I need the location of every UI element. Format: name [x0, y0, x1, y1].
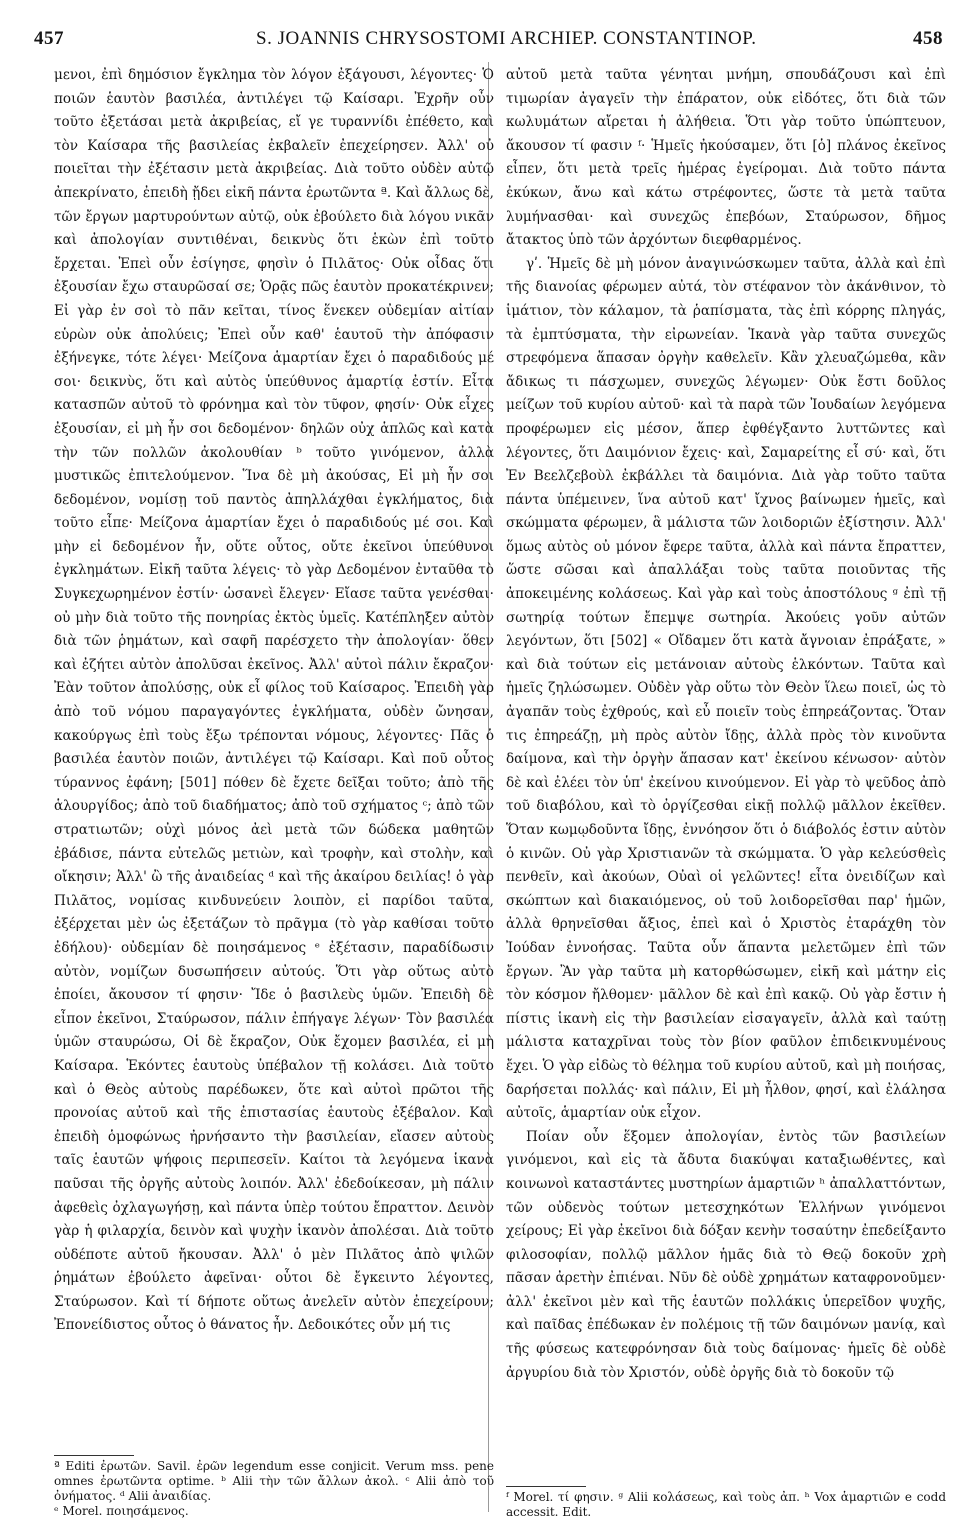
footnotes-right: [506, 1490, 946, 1520]
right-paragraph-2: γʹ. Ἡμεῖς δὲ μὴ μόνον ἀναγινώσκωμεν ταῦτα, ἀλλὰ καὶ ἐπὶ τῆς διανοίας φέρωμεν αὐτά, τὸν στέφανον τὸν ἀκάνθινον, τὸ ἱμάτιον, τὸν κάλαμον, τὰ ῥαπίσματα, τὰς ἐπὶ κόρρης πληγάς, τὰ ἐμπτύσματα, τὴν εἰρωνείαν. Ἱκανὰ γὰρ ταῦτα συνεχῶς στρεφόμενα ἅπασαν ὀργὴν καθελεῖν. Κἂν χλευαζώμεθα, κἂν ἄδικως τι πάσχωμεν, συνεχῶς λέγωμεν· Οὐκ ἔστι δοῦλος μείζων τοῦ κυρίου αὐτοῦ· καὶ τὰ παρὰ τῶν Ἰουδαίων λεγόμενα προφέρωμεν εἰς μέσον, ἅπερ ἐφθέγξαντο λυττῶντες καὶ λέγοντες, ὅτι Δαιμόνιον ἔχεις· καὶ, Σαμαρείτης εἶ σύ· καὶ, ὅτι Ἐν Βεελζεβοὺλ ἐκβάλλει τὰ δαιμόνια. Διὰ γὰρ τοῦτο ταῦτα πάντα ὑπέμεινεν, ἵνα αὐτοῦ κατ' ἴχνος βαίνωμεν ἡμεῖς, καὶ σκώμματα φέρωμεν, ἃ μάλιστα τῶν λοιδοριῶν ἐξίστησιν. Ἀλλ' ὅμως αὐτὸς οὐ μόνον ἔφερε ταῦτα, ἀλλὰ καὶ πάντα ἔπραττεν, ὥστε σῶσαι καὶ ἀπαλλάξαι τοὺς ταῦτα ποιοῦντας τῆς ἀποκειμένης κολάσεως. Καὶ γὰρ καὶ τοὺς ἀποστόλους ᵍ ἐπὶ τῇ σωτηρίᾳ τούτων ἔπεμψε σωτηρία. Ἀκούεις γοῦν αὐτῶν λεγόντων, ὅτι [502] « Οἴδαμεν ὅτι κατὰ ἄγνοιαν ἐπράξατε, » καὶ διὰ τούτων εἰς μετάνοιαν αὐτοὺς ἑλκόντων. Ταῦτα καὶ ἡμεῖς ζηλώσωμεν. Οὐδὲν γὰρ οὕτω τὸν Θεὸν ἵλεω ποιεῖ, ὡς τὸ ἀγαπᾶν τοὺς ἐχθρούς, καὶ εὖ ποιεῖν τοὺς ἐπηρεάζοντας. Ὅταν τις ἐπηρεάζῃ, μὴ πρὸς αὐτὸν ἴδῃς, ἀλλὰ πρὸς τὸν κινοῦντα δαίμονα, καὶ τὴν ὀργὴν ἅπασαν κατ' ἐκείνου κένωσον· αὐτὸν δὲ καὶ ἐλέει τὸν ὑπ' ἐκείνου κινούμενον. Εἰ γὰρ τὸ ψεῦδος ἀπὸ τοῦ διαβόλου, καὶ τὸ ὀργίζεσθαι εἰκῇ πολλῷ μᾶλλον ἐκεῖθεν. Ὅταν κωμῳδοῦντα ἴδῃς, ἐννόησον ὅτι ὁ διάβολός ἐστιν αὐτὸν ὁ κινῶν. Οὐ γὰρ Χριστιανῶν τὰ σκώμματα. Ὁ γὰρ κελεύσθεὶς πενθεῖν, καὶ ἀκούων, Οὐαὶ οἱ γελῶντες! εἶτα ὀνειδίζων καὶ σκώπτων καὶ διακαιόμενος, οὐ τοῦ λοιδορεῖσθαι παρ' ἡμῶν, ἀλλὰ θρηνεῖσθαι ἄξιος, ἐπεὶ καὶ ὁ Χριστὸς ἐταράχθη τὸν Ἰούδαν ἐννοήσας. Ταῦτα οὖν ἅπαντα μελετῶμεν ἐπὶ τῶν ἔργων. Ἂν γὰρ ταῦτα μὴ κατορθώσωμεν, εἰκῆ καὶ μάτην εἰς τὸν κόσμον ἤλθομεν· μᾶλλον δὲ καὶ ἐπὶ κακῷ. Οὐ γὰρ ἔστιν ἡ πίστις ἱκανὴ εἰς τὴν βασιλείαν εἰσαγαγεῖν, ἀλλὰ καὶ ταύτῃ μάλιστα καταχρῖναι τοὺς τὸν βίον φαῦλον ἐπιδεικνυμένους ἔχει. Ὁ γὰρ εἰδὼς τὸ θέλημα τοῦ κυρίου αὐτοῦ, καὶ μὴ ποιήσας, δαρήσεται πολλάς· καὶ πάλιν, Εἰ μὴ ἦλθον, φησί, καὶ ἐλάλησα αὐτοῖς, ἁμαρτίαν οὐκ εἶχον.: [506, 255, 946, 1122]
running-title-right: ARCHIEP. CONSTANTINOP.: [510, 28, 757, 49]
page-number-right: 458: [913, 28, 943, 49]
page-number-left: 457: [34, 28, 64, 49]
footnote-line: ª Editi ἐρωτῶν. Savil. ἐρῶν legendum esse conjicit. Verum mss. pene omnes ἐρωτῶντα optime. ᵇ Alii τὴν τῶν ἄλλων ἀκολ. ᶜ Alii ἀπὸ τοῦ ὀνήματος. ᵈ Alii ἀναιδίας.: [54, 1459, 494, 1503]
running-title-left: S. JOANNIS CHRYSOSTOMI: [256, 28, 506, 49]
right-paragraph-3: Ποίαν οὖν ἕξομεν ἀπολογίαν, ἐντὸς τῶν βασιλείων γινόμενοι, καὶ εἰς τὰ ἄδυτα διακύψαι καταξιωθέντες, καὶ κοινωνοὶ καταστάντες μυστηρίων ἁμαρτιῶν ʰ ἀπαλλαττόντων, τῶν οὐδενὸς τούτων μετεσχηκότων Ἑλλήνων γινόμενοι χείρους; Εἰ γὰρ ἐκεῖνοι διὰ δόξαν κενὴν τοσαύτην ἐπεδείξαντο φιλοσοφίαν, πολλῷ μᾶλλον ἡμᾶς διὰ τὸ Θεῷ δοκοῦν χρὴ πᾶσαν ἀρετὴν ἐπιέναι. Νῦν δὲ οὐδὲ χρημάτων καταφρονοῦμεν· ἀλλ' ἐκεῖνοι μὲν καὶ τῆς ἑαυτῶν πολλάκις ὑπερεῖδον ψυχῆς, καὶ παῖδας ἐπέδωκαν ἐν πολέμοις τῇ τῶν δαιμόνων μανίᾳ, καὶ τῆς φύσεως κατεφρόνησαν διὰ τοὺς δαίμονας· ἡμεῖς δὲ οὐδὲ ἀργυρίου διὰ τὸν Χριστόν, οὐδὲ ὀργῆς διὰ τὸ δοκοῦν τῷ: [506, 1128, 946, 1381]
running-header: [30, 28, 949, 54]
footnote-line: ᵉ Morel. ποιησάμενος.: [54, 1504, 189, 1518]
left-column: [54, 64, 494, 1338]
right-paragraph-1: αὐτοῦ μετὰ ταῦτα γένηται μνήμη, σπουδάζουσι καὶ ἐπὶ τιμωρίαν ἀγαγεῖν τὴν ἐπάρατον, οὐκ εἰδότες, ὅτι διὰ τῶν κωλυμάτων αἴρεται ἡ ἀλήθεια. Ὅτι γὰρ τοῦτο ὑπώπτευον, ἄκουσον τί φασιν ᶠ· Ἡμεῖς ἠκούσαμεν, ὅτι [ὁ] πλάνος ἐκεῖνος εἶπεν, ὅτι μετὰ τρεῖς ἡμέρας ἐγείρομαι. Διὰ τοῦτο πάντα ἐκύκων, ἄνω καὶ κάτω στρέφοντες, ὥστε τὰ μετὰ ταῦτα λυμήνασθαι· καὶ συνεχῶς ἐπεβόων, Σταύρωσον, δῆμος ἄτακτος ὑπὸ τῶν ἀρχόντων διεφθαρμένος.: [506, 67, 946, 249]
left-paragraph-1: μενοι, ἐπὶ δημόσιον ἔγκλημα τὸν λόγον ἐξάγουσι, λέγοντες· Ὁ ποιῶν ἑαυτὸν βασιλέα, ἀντιλέγει τῷ Καίσαρι. Ἐχρῆν οὖν τοῦτο ἐξετάσαι μετὰ ἀκριβείας, εἴ γε τυραννίδι ἐπέθετο, καὶ τὸν Καίσαρα τῆς βασιλείας ἐκβαλεῖν ἐπεχείρησεν. Ἀλλ' οὐ ποιεῖται τὴν ἐξέτασιν μετὰ ἀκριβείας. Διὰ τοῦτο οὐδὲν αὐτῷ ἀπεκρίνατο, ἐπειδὴ ᾔδει εἰκῆ πάντα ἐρωτῶντα ª. Καὶ ἄλλως δὲ, τῶν ἔργων μαρτυρούντων αὐτῷ, οὐκ ἐβούλετο διὰ λόγου νικᾶν καὶ ἀπολογίαν συντιθέναι, δεικνὺς ὅτι ἑκὼν ἐπὶ τοῦτο ἔρχεται. Ἐπεὶ οὖν ἐσίγησε, φησὶν ὁ Πιλᾶτος· Οὐκ οἶδας ὅτι ἐξουσίαν ἔχω σταυρῶσαί σε; Ὁρᾷς πῶς ἑαυτὸν προκατέκρινεν; Εἰ γὰρ ἐν σοὶ τὸ πᾶν κεῖται, τίνος ἕνεκεν οὐδεμίαν αἰτίαν εὑρὼν οὐκ ἀπολύεις; Ἐπεὶ οὖν καθ' ἑαυτοῦ τὴν ἀπόφασιν ἐξήνεγκε, τότε λέγει· Μείζονα ἁμαρτίαν ἔχει ὁ παραδιδούς μέ σοι· δεικνὺς, ὅτι καὶ αὐτὸς ὑπεύθυνος ἁμαρτίᾳ ἐστίν. Εἶτα κατασπῶν αὐτοῦ τὸ φρόνημα καὶ τὸν τῦφον, φησίν· Οὐκ εἶχες ἐξουσίαν, εἰ μὴ ἦν σοι δεδομένον· δηλῶν οὐχ ἁπλῶς καὶ κατὰ τὴν τῶν πολλῶν ἀκολουθίαν ᵇ τοῦτο γινόμενον, ἀλλὰ μυστικῶς ἐπιτελούμενον. Ἵνα δὲ μὴ ἀκούσας, Εἰ μὴ ἦν σοι δεδομένον, νομίσῃ τοῦ παντὸς ἀπηλλάχθαι ἐγκλήματος, διὰ τοῦτο εἶπε· Μείζονα ἁμαρτίαν ἔχει ὁ παραδιδούς μέ σοι. Καὶ μὴν εἰ δεδομένον ἦν, οὔτε οὗτος, οὔτε ἐκεῖνοι ὑπεύθυνοι ἐγκλημάτων. Εἰκῆ ταῦτα λέγεις· τὸ γὰρ Δεδομένον ἐνταῦθα τὸ Συγκεχωρημένον ἐστίν· ὡσανεὶ ἔλεγεν· Εἴασε ταῦτα γενέσθαι· οὐ μὴν διὰ τοῦτο τῆς πονηρίας ἐκτὸς ὑμεῖς. Κατέπληξεν αὐτὸν διὰ τῶν ῥημάτων, καὶ σαφῆ παρέσχετο τὴν ἀπολογίαν· ὅθεν καὶ ἐζήτει αὐτὸν ἀπολῦσαι ἐκεῖνος. Ἀλλ' αὐτοὶ πάλιν ἔκραζον· Ἐὰν τοῦτον ἀπολύσῃς, οὐκ εἶ φίλος τοῦ Καίσαρος. Ἐπειδὴ γὰρ ἀπὸ τοῦ νόμου παραγαγόντες ἐγκλήματα, οὐδὲν ὤνησαν, κακούργως ἐπὶ τοὺς ἔξω τρέπονται νόμους, λέγοντες· Πᾶς ὁ βασιλέα ἑαυτὸν ποιῶν, ἀντιλέγει τῷ Καίσαρι. Καὶ ποῦ οὗτος τύραννος ἐφάνη; [501] πόθεν δὲ ἔχετε δεῖξαι τοῦτο; ἀπὸ τῆς ἁλουργίδος; ἀπὸ τοῦ διαδήματος; ἀπὸ τοῦ σχήματος ᶜ; ἀπὸ τῶν στρατιωτῶν; οὐχὶ μόνος ἀεὶ μετὰ τῶν δώδεκα μαθητῶν ἐβάδισε, πάντα εὐτελῶς μετιὼν, καὶ τροφὴν, καὶ στολὴν, καὶ οἴκησιν; Ἀλλ' ὢ τῆς ἀναιδείας ᵈ καὶ τῆς ἀκαίρου δειλίας! ὁ γὰρ Πιλᾶτος, νομίσας κινδυνεύειν λοιπὸν, εἰ παρίδοι ταῦτα, ἐξέρχεται μὲν ὡς ἐξετάζων τὸ πρᾶγμα (τὸ γὰρ καθίσαι τοῦτο ἐδήλου)· οὐδεμίαν δὲ ποιησάμενος ᵉ ἐξέτασιν, παραδίδωσιν αὐτὸν, νομίζων δυσωπήσειν αὐτούς. Ὅτι γὰρ οὕτως αὐτὸ ἐποίει, ἄκουσον τί φησιν· Ἴδε ὁ βασιλεὺς ὑμῶν. Ἐπειδὴ δὲ εἶπον ἐκεῖνοι, Σταύρωσον, πάλιν ἐπήγαγε λέγων· Τὸν βασιλέα ὑμῶν σταυρώσω, Οἱ δὲ ἔκραζον, Οὐκ ἔχομεν βασιλέα, εἰ μὴ Καίσαρα. Ἑκόντες ἑαυτοὺς ὑπέβαλον τῇ κολάσει. Διὰ τοῦτο καὶ ὁ Θεὸς αὐτοὺς παρέδωκεν, ὅτε καὶ αὐτοὶ πρῶτοι τῆς προνοίας αὐτοῦ καὶ τῆς ἐπιστασίας ἑαυτοὺς ἐξέβαλον. Καὶ ἐπειδὴ ὁμοφώνως ἠρνήσαντο τὴν βασιλείαν, εἴασεν αὐτοὺς ταῖς ἑαυτῶν ψήφοις περιπεσεῖν. Καίτοι τὰ λεγόμενα ἱκανὰ παῦσαι τῆς ὀργῆς αὐτοὺς λοιπόν. Ἀλλ' ἐδεδοίκεσαν, μὴ πάλιν ἀφεθεὶς ὀχλαγωγήσῃ, καὶ πάντα ὑπὲρ τούτου ἔπραττον. Δεινὸν γὰρ ἡ φιλαρχία, δεινὸν καὶ ψυχὴν ἱκανὸν ἀπολέσαι. Διὰ τοῦτο οὐδέποτε αὐτοῦ ἤκουσαν. Ἀλλ' ὁ μὲν Πιλᾶτος ἀπὸ ψιλῶν ῥημάτων ἐβούλετο ἀφεῖναι· οὗτοι δὲ ἔγκειντο λέγοντες, Σταύρωσον. Καὶ τί δήποτε οὕτως ἀνελεῖν αὐτὸν ἐπεχείρουν; Ἐπονείδιστος οὗτος ὁ θάνατος ἦν. Δεδοικότες οὖν μή τις: [54, 67, 494, 1334]
footnote-rule-right: [506, 1486, 586, 1487]
footnotes-left: [54, 1459, 494, 1519]
footnote-rule-left: [54, 1455, 134, 1456]
right-column: [506, 64, 946, 1385]
footnote-line: ᶠ Morel. τί φησιν. ᵍ Alii κολάσεως, καὶ τοὺς ἀπ. ʰ Vox ἁμαρτιῶν e codd accessit. Edit.: [506, 1490, 946, 1519]
